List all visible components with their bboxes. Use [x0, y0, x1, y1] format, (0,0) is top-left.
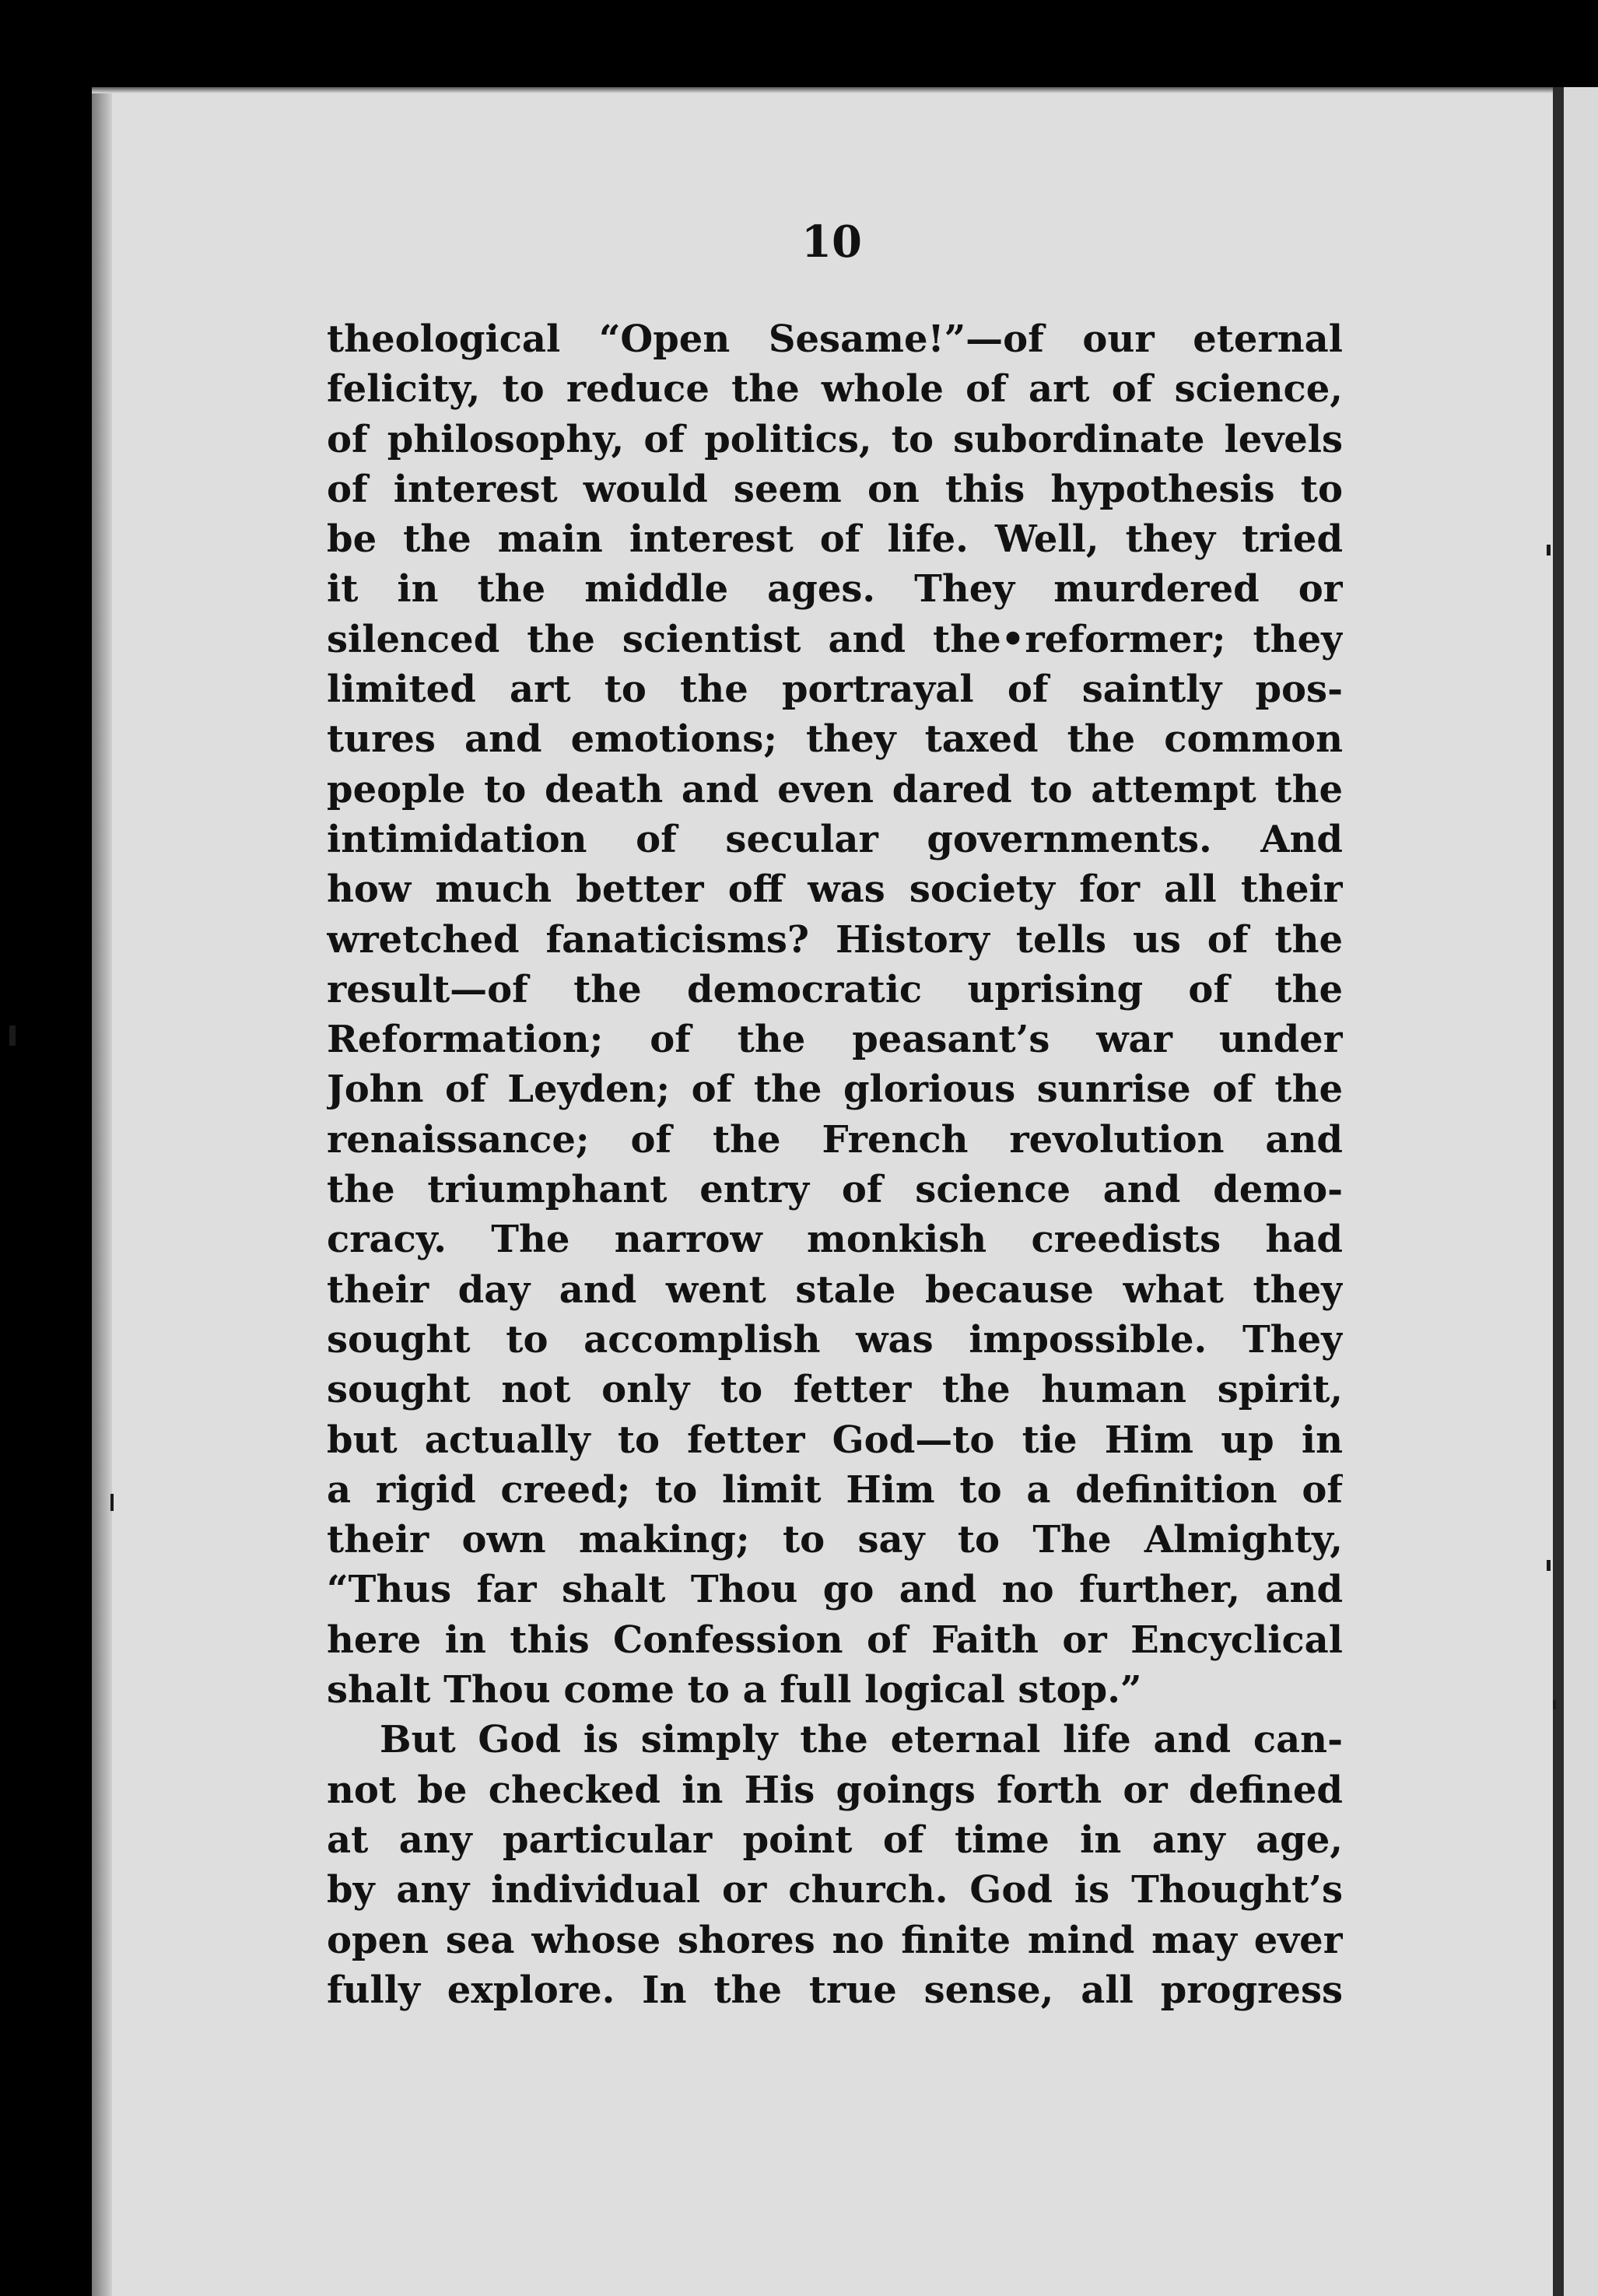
text-line: a rigid creed; to limit Him to a definition of	[327, 1467, 1343, 1512]
text-line: shalt Thou come to a full logical stop.”	[327, 1668, 1142, 1712]
text-line: tures and emotions; they taxed the common	[327, 717, 1343, 762]
text-line: their own making; to say to The Almighty,	[327, 1518, 1343, 1562]
dust-speck	[9, 1025, 16, 1046]
text-line: limited art to the portrayal of saintly pos-	[327, 668, 1343, 712]
text-line: Reformation; of the peasant’s war under	[327, 1018, 1343, 1062]
text-line: But God is simply the eternal life and can-	[380, 1718, 1343, 1762]
text-line: here in this Confession of Faith or Encyclical	[327, 1618, 1343, 1662]
text-line: people to death and even dared to attempt the	[327, 767, 1343, 811]
dust-speck	[1547, 1560, 1551, 1571]
page-fold-shadow	[1553, 87, 1564, 2296]
text-line: sought not only to fetter the human spirit,	[327, 1368, 1343, 1412]
text-line: renaissance; of the French revolution and	[327, 1117, 1343, 1162]
dust-speck	[110, 1494, 114, 1511]
text-line: result—of the democratic uprising of the	[327, 967, 1343, 1011]
adjacent-page-edge	[1564, 87, 1598, 2296]
text-line: open sea whose shores no finite mind may ever	[327, 1918, 1343, 1962]
text-line: the triumphant entry of science and demo-	[327, 1168, 1343, 1212]
text-line: at any particular point of time in any age,	[327, 1818, 1343, 1862]
dust-speck	[1547, 545, 1551, 556]
text-line: by any individual or church. God is Thought’s	[327, 1868, 1343, 1912]
text-line: their day and went stale because what they	[327, 1267, 1343, 1312]
text-line: theological “Open Sesame!”—of our eternal	[327, 317, 1343, 361]
text-line: silenced the scientist and the•reformer; they	[327, 617, 1343, 661]
page-gutter-shadow	[92, 87, 112, 2296]
dust-speck	[1553, 1700, 1556, 1709]
body-text	[327, 314, 1343, 2015]
text-line: fully explore. In the true sense, all progress	[327, 1968, 1343, 2012]
text-line: of philosophy, of politics, to subordinate levels	[327, 417, 1343, 461]
text-line: intimidation of secular governments. And	[327, 817, 1343, 861]
page-top-edge	[92, 87, 1553, 93]
text-line: but actually to fetter God—to tie Him up in	[327, 1418, 1343, 1462]
text-line: sought to accomplish was impossible. They	[327, 1317, 1343, 1362]
text-line: “Thus far shalt Thou go and no further, and	[327, 1568, 1343, 1612]
text-line: of interest would seem on this hypothesis to	[327, 467, 1343, 511]
text-line: be the main interest of life. Well, they tried	[327, 517, 1343, 562]
text-line: felicity, to reduce the whole of art of science,	[327, 367, 1343, 412]
text-line: wretched fanaticisms? History tells us of the	[327, 917, 1343, 962]
text-line: not be checked in His goings forth or defined	[327, 1768, 1343, 1812]
text-line: John of Leyden; of the glorious sunrise of the	[327, 1067, 1343, 1112]
text-line: it in the middle ages. They murdered or	[327, 567, 1343, 612]
page-number: 10	[801, 216, 862, 268]
text-line: cracy. The narrow monkish creedists had	[327, 1218, 1343, 1262]
text-line: how much better off was society for all their	[327, 868, 1343, 912]
